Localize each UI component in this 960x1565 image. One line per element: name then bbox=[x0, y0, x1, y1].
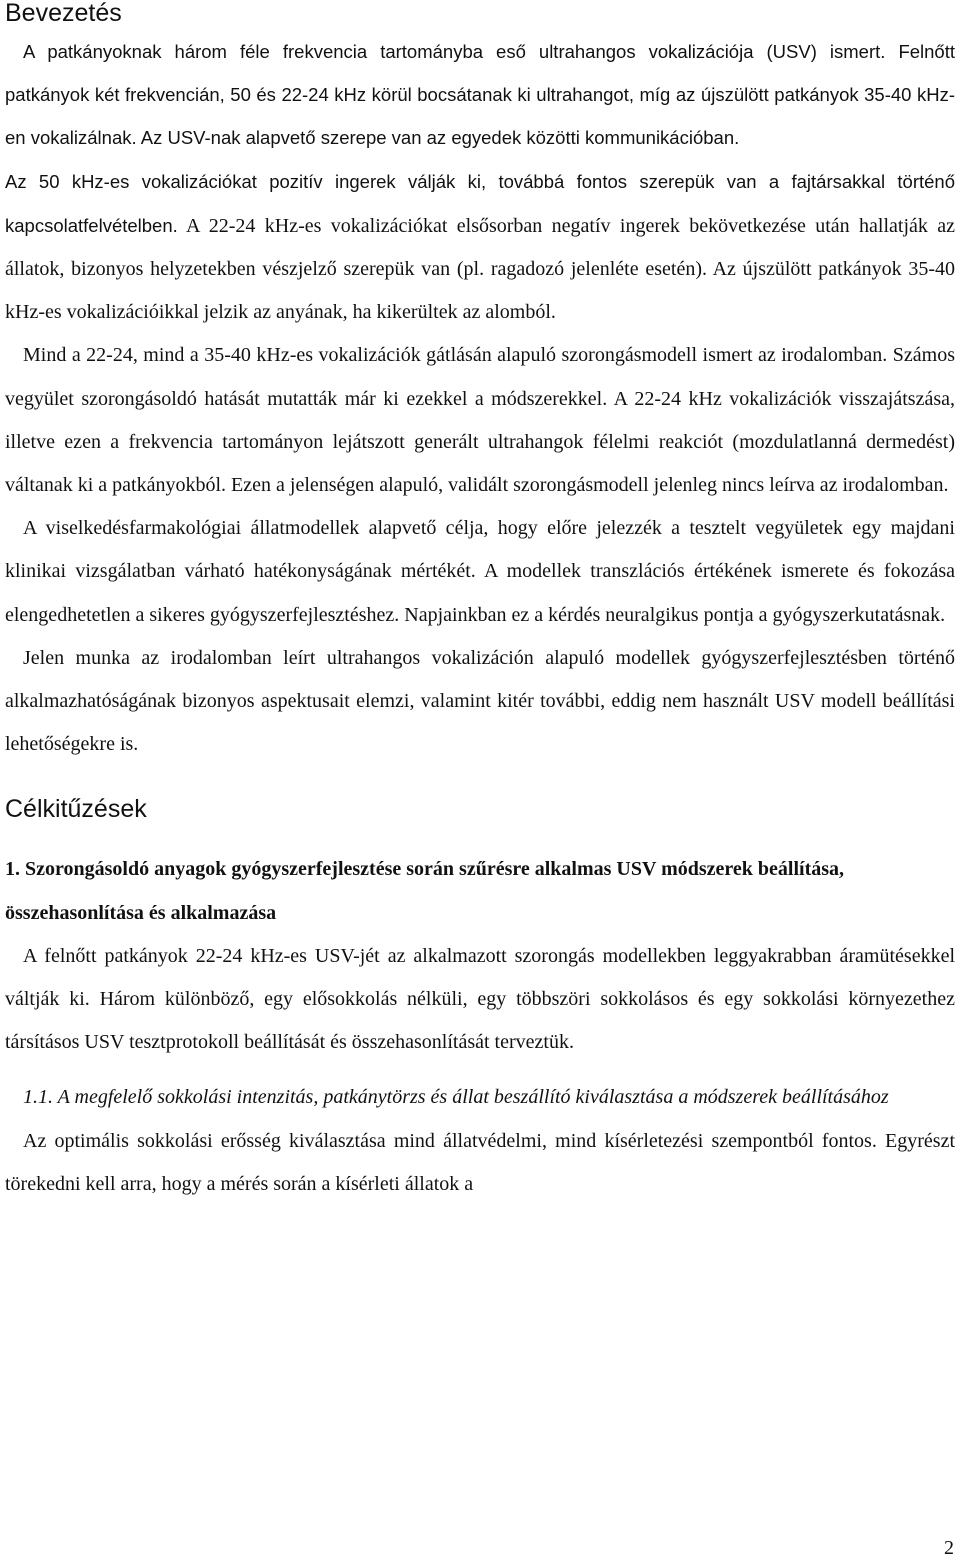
intro-paragraph-2 bbox=[5, 160, 955, 335]
intro-paragraph-3: Mind a 22-24, mind a 35-40 kHz-es vokalizációk gátlásán alapuló szorongásmodell ismert az irodalomban. Számos vegyület szorongásoldó hatását mutatták már ki ezekkel a módszerekkel. A 22-24 kHz vokalizációk visszajátszása, illetve ezen a frekvencia tartományon lejátszott generált ultrahangok félelmi reakciót (mozdulatlanná dermedést) váltanak ki a patkányokból. Ezen a jelenségen alapuló, validált szorongásmodell jelenleg nincs leírva az irodalomban. bbox=[5, 344, 955, 497]
intro-paragraph-2-serif-part: A 22-24 kHz-es vokalizációkat elsősorban negatív ingerek bekövetkezése után hallatják az állatok, bizonyos helyzetekben vészjelző szerepük van (pl. ragadozó jelenléte esetén). Az újszülött patkányok 35-40 kHz-es vokalizációikkal jelzik az anyának, ha kikerültek az alomból. bbox=[5, 214, 955, 324]
document-page bbox=[5, 0, 955, 1206]
page-number: 2 bbox=[944, 1537, 954, 1559]
subsection-heading-1-1: 1.1. A megfelelő sokkolási intenzitás, patkánytörzs és állat beszállító kiválasztása a módszerek beállításához bbox=[23, 1086, 889, 1109]
subsection-1-paragraph: A felnőtt patkányok 22-24 kHz-es USV-jét az alkalmazott szorongás modellekben leggyakrabban áramütésekkel váltják ki. Három különböző, egy elősokkolás nélküli, egy többszöri sokkolásos és egy sokkolási környezethez társításos USV tesztprotokoll beállítását és összehasonlítását terveztük. bbox=[5, 944, 955, 1054]
intro-paragraph-2-sans-part: Az 50 kHz-es vokalizációkat pozitív ingerek válják ki, továbbá fontos szerepük van a fajtársakkal történő kapcsolatfelvételben. bbox=[5, 170, 955, 236]
intro-paragraph-4: A viselkedésfarmakológiai állatmodellek alapvető célja, hogy előre jelezzék a tesztelt vegyületek egy majdani klinikai vizsgálatban várható hatékonyságának mértékét. A modellek transzlációs értékének ismerete és fokozása elengedhetetlen a sikeres gyógyszerfejlesztéshez. Napjainkban ez a kérdés neuralgikus pontja a gyógyszerkutatásnak. bbox=[5, 517, 955, 626]
section-heading-intro: Bevezetés bbox=[5, 0, 122, 27]
subsection-1-1-paragraph: Az optimális sokkolási erősség kiválasztása mind állatvédelmi, mind kísérletezési szempontból fontos. Egyrészt törekedni kell arra, hogy a mérés során a kísérleti állatok a bbox=[5, 1129, 955, 1195]
intro-paragraph-1: A patkányoknak három féle frekvencia tartományba eső ultrahangos vokalizációja (USV) ismert. Felnőtt patkányok két frekvencián, 50 és 22-24 kHz körül bocsátanak ki ultrahangot, míg az újszülött patkányok 35-40 kHz-en vokalizálnak. Az USV-nak alapvető szerepe van az egyedek közötti kommunikációban. bbox=[5, 41, 955, 149]
subsection-heading-1: 1. Szorongásoldó anyagok gyógyszerfejlesztése során szűrésre alkalmas USV módszerek beállítása, összehasonlítása és alkalmazása bbox=[5, 858, 845, 924]
intro-paragraph-5: Jelen munka az irodalomban leírt ultrahangos vokalizáción alapuló modellek gyógyszerfejlesztésben történő alkalmazhatóságának bizonyos aspektusait elemzi, valamint kitér további, eddig nem használt USV modell beállítási lehetőségekre is. bbox=[5, 646, 955, 756]
section-heading-goals: Célkitűzések bbox=[5, 795, 147, 824]
